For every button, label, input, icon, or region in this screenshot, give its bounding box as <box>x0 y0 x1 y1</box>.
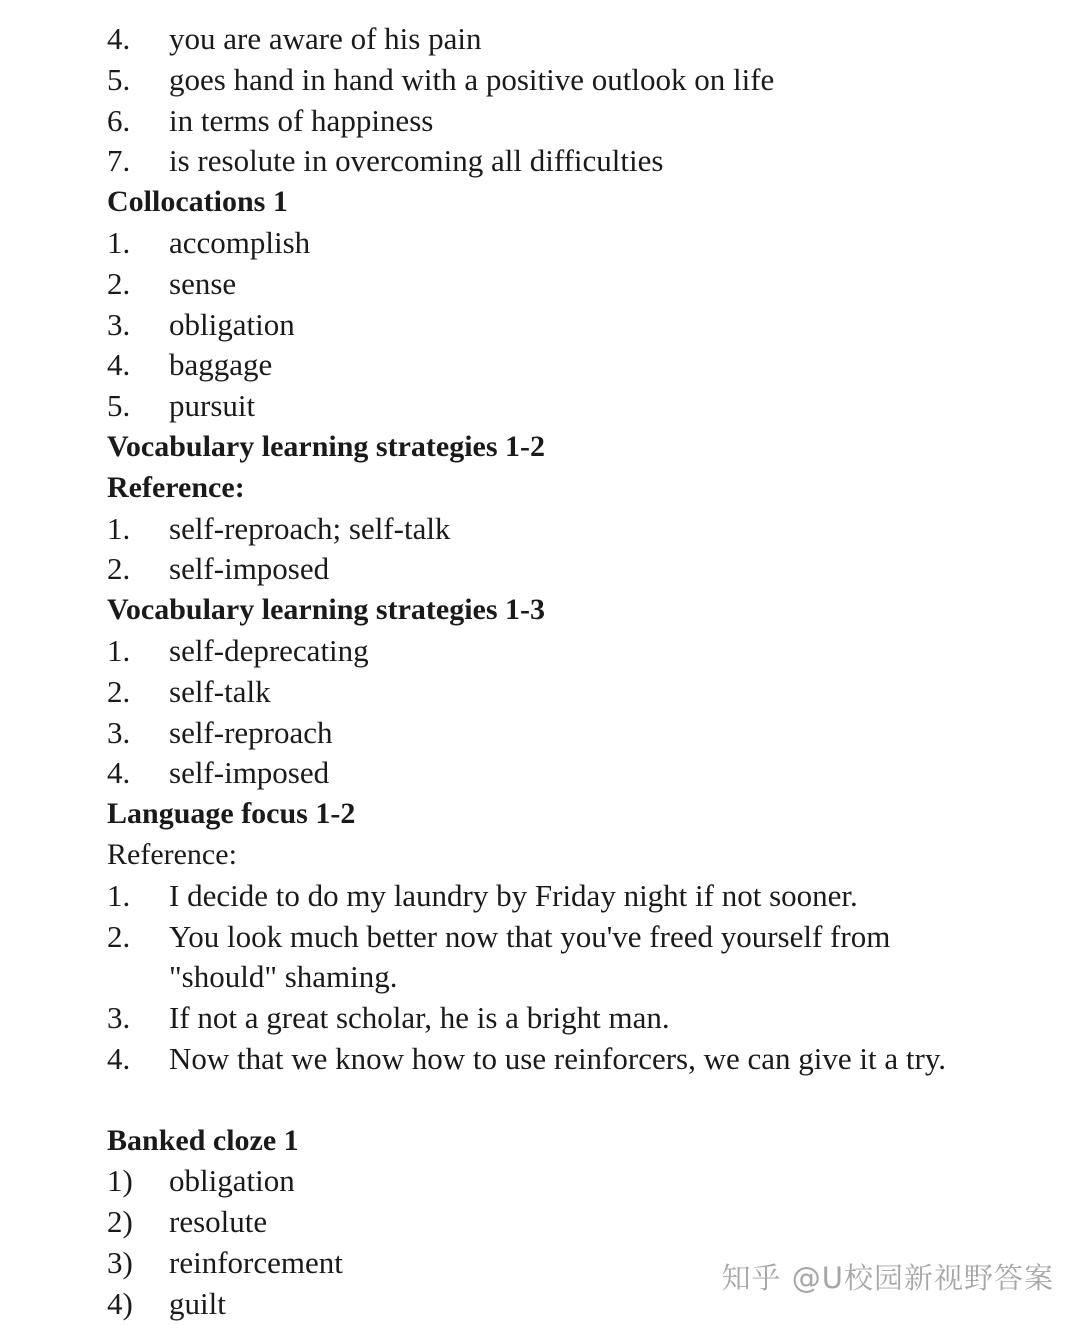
item-number: 2) <box>107 1204 133 1240</box>
item-text: If not a great scholar, he is a bright man. <box>169 1000 670 1036</box>
section-heading-language-focus: Language focus 1-2 <box>107 797 356 831</box>
list-item <box>107 713 1037 754</box>
item-number: 3. <box>107 1000 131 1036</box>
item-text: self-reproach; self-talk <box>169 510 451 546</box>
item-text: sense <box>169 265 237 301</box>
list-item <box>107 60 1037 101</box>
item-number: 2. <box>107 673 131 709</box>
item-text: is resolute in overcoming all difficulties <box>169 143 664 179</box>
item-number: 4. <box>107 347 131 383</box>
subheading-reference: Reference: <box>107 837 237 871</box>
item-number: 4) <box>107 1285 133 1321</box>
item-text: self-imposed <box>169 755 330 791</box>
item-number: 2. <box>107 551 131 587</box>
section-heading-vocab-1-3: Vocabulary learning strategies 1-3 <box>107 593 546 627</box>
list-item <box>107 876 1037 917</box>
item-text: self-deprecating <box>169 632 369 668</box>
list-item <box>107 917 1037 999</box>
list-item <box>107 998 1037 1039</box>
item-number: 3. <box>107 714 131 750</box>
list-item <box>107 1202 1037 1243</box>
item-text: pursuit <box>169 388 256 424</box>
list-item <box>107 509 1037 550</box>
item-text: Now that we know how to use reinforcers, we can give it a try. <box>169 1040 947 1076</box>
item-number: 4. <box>107 1040 131 1076</box>
item-number: 4. <box>107 755 131 791</box>
item-number: 5. <box>107 388 131 424</box>
list-item <box>107 1039 1037 1121</box>
item-number: 7. <box>107 143 131 179</box>
section-heading-banked-cloze: Banked cloze 1 <box>107 1123 299 1157</box>
item-number: 1. <box>107 510 131 546</box>
item-number: 5. <box>107 61 131 97</box>
list-item <box>107 549 1037 590</box>
item-text: goes hand in hand with a positive outlook on life <box>169 61 775 97</box>
item-number: 1. <box>107 224 131 260</box>
list-item <box>107 386 1037 427</box>
list-item <box>107 1161 1037 1202</box>
item-text: self-reproach <box>169 714 333 750</box>
item-number: 4. <box>107 21 131 56</box>
item-number: 1. <box>107 877 131 913</box>
item-number: 1. <box>107 632 131 668</box>
list-item <box>107 345 1037 386</box>
item-text: I decide to do my laundry by Friday night if not sooner. <box>169 877 858 913</box>
list-item <box>107 672 1037 713</box>
item-number: 3) <box>107 1244 133 1280</box>
list-item <box>107 264 1037 305</box>
item-number: 6. <box>107 102 131 138</box>
item-text: obligation <box>169 1163 295 1199</box>
item-number: 1) <box>107 1163 133 1199</box>
item-text: you are aware of his pain <box>169 21 482 56</box>
item-text: You look much better now that you've freed yourself from "should" shaming. <box>169 918 891 995</box>
list-item <box>107 19 1037 60</box>
section-heading-vocab-1-2: Vocabulary learning strategies 1-2 <box>107 429 546 463</box>
item-text: in terms of happiness <box>169 102 434 138</box>
list-item <box>107 141 1037 182</box>
item-text: baggage <box>169 347 273 383</box>
item-text: obligation <box>169 306 295 342</box>
answer-key-document <box>107 19 1037 1325</box>
list-item <box>107 631 1037 672</box>
list-item <box>107 305 1037 346</box>
item-text: accomplish <box>169 224 311 260</box>
item-text: reinforcement <box>169 1244 343 1280</box>
item-text: resolute <box>169 1204 268 1240</box>
list-item <box>107 101 1037 142</box>
zhihu-watermark: 知乎 @U校园新视野答案 <box>721 1261 1054 1295</box>
item-number: 2. <box>107 265 131 301</box>
subheading-reference: Reference: <box>107 470 245 504</box>
item-text: self-talk <box>169 673 271 709</box>
list-item <box>107 753 1037 794</box>
list-item <box>107 223 1037 264</box>
item-number: 2. <box>107 918 131 954</box>
item-text: guilt <box>169 1285 226 1321</box>
item-number: 3. <box>107 306 131 342</box>
item-text: self-imposed <box>169 551 330 587</box>
section-heading-collocations: Collocations 1 <box>107 185 288 219</box>
